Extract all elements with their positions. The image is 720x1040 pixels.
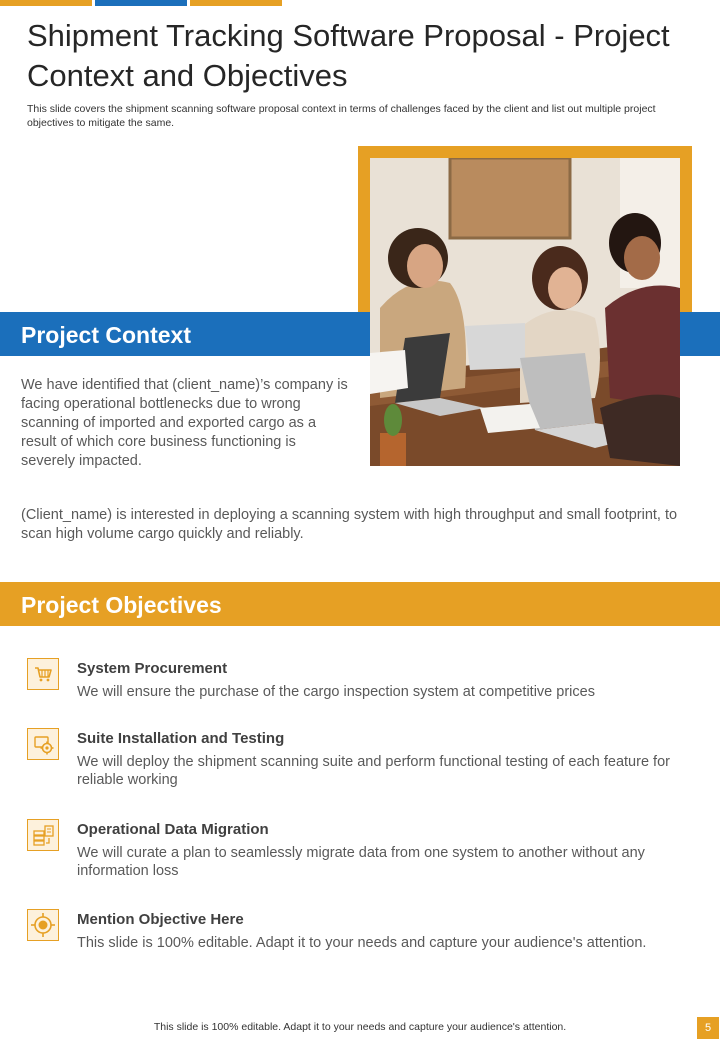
- settings-gear-icon: [27, 728, 59, 760]
- objective-title: System Procurement: [77, 660, 228, 677]
- target-icon: [27, 909, 59, 941]
- page-number: 5: [697, 1017, 719, 1039]
- objective-description: This slide is 100% editable. Adapt it to your needs and capture your audience's attention.: [77, 935, 647, 951]
- objective-title: Mention Objective Here: [77, 911, 244, 928]
- slide-subtitle: This slide covers the shipment scanning software proposal context in terms of challenges faced by the client and list out multiple project objectives to mitigate the same.: [27, 103, 656, 129]
- context-paragraph-1: We have identified that (client_name)’s company is facing operational bottlenecks due to wrong scanning of imported and exported cargo as a result of which core business functioning is severely impacted.: [21, 377, 348, 469]
- project-objectives-heading: Project Objectives: [21, 592, 222, 618]
- objective-title: Suite Installation and Testing: [77, 730, 285, 747]
- footer-note: This slide is 100% editable. Adapt it to your needs and capture your audience's attention.: [153, 1021, 567, 1033]
- context-paragraph-2: (Client_name) is interested in deploying a scanning system with high throughput and small footprint, to scan high volume cargo quickly and reliably.: [21, 507, 678, 542]
- top-accent-bar-blue: [95, 0, 187, 6]
- objective-title: Operational Data Migration: [77, 821, 269, 838]
- objective-description: We will ensure the purchase of the cargo inspection system at competitive prices: [77, 684, 595, 700]
- project-context-heading: Project Context: [21, 322, 191, 348]
- top-accent-bar-orange-1: [0, 0, 92, 6]
- data-migration-icon: [27, 819, 59, 851]
- objective-description: We will deploy the shipment scanning suite and perform functional testing of each feature for reliable working: [77, 754, 670, 788]
- team-meeting-photo: [370, 158, 680, 466]
- top-accent-bar-orange-2: [190, 0, 282, 6]
- objective-description: We will curate a plan to seamlessly migrate data from one system to another without any information loss: [77, 845, 645, 879]
- slide-title: Shipment Tracking Software Proposal - Project Context and Objectives: [27, 18, 670, 93]
- cart-icon: [27, 658, 59, 690]
